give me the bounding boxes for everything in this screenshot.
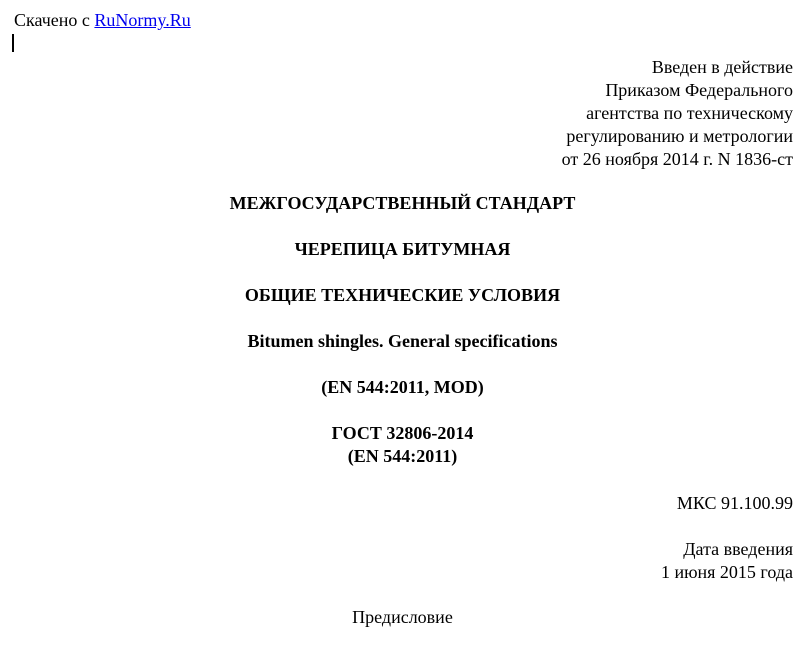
gost-number: ГОСТ 32806-2014	[331, 423, 474, 443]
mks-code: МКС 91.100.99	[676, 493, 793, 513]
standard-type-heading: МЕЖГОСУДАРСТВЕННЫЙ СТАНДАРТ	[229, 193, 576, 213]
source-prefix: Скачено с	[14, 10, 90, 30]
english-title: Bitumen shingles. General specifications	[247, 331, 558, 351]
gost-equivalent: (EN 544:2011)	[347, 446, 458, 466]
approval-line: Введен в действие	[651, 57, 793, 77]
approval-line: от 26 ноября 2014 г. N 1836-ст	[561, 149, 793, 169]
approval-line: Приказом Федерального	[605, 80, 793, 100]
gost-number-block	[0, 422, 799, 468]
introduction-label: Дата введения	[683, 539, 793, 559]
product-title: ЧЕРЕПИЦА БИТУМНАЯ	[294, 239, 511, 259]
introduction-date: 1 июня 2015 года	[660, 562, 793, 582]
approval-block	[562, 56, 793, 171]
modification-note: (EN 544:2011, MOD)	[321, 377, 484, 397]
preface-heading: Предисловие	[352, 607, 453, 627]
source-line	[14, 9, 191, 31]
text-cursor	[12, 34, 14, 52]
general-conditions-title: ОБЩИЕ ТЕХНИЧЕСКИЕ УСЛОВИЯ	[244, 285, 561, 305]
approval-line: агентства по техническому	[586, 103, 793, 123]
introduction-date-block	[661, 538, 793, 584]
approval-line: регулированию и метрологии	[566, 126, 793, 146]
source-link[interactable]: RuNormy.Ru	[94, 10, 191, 30]
